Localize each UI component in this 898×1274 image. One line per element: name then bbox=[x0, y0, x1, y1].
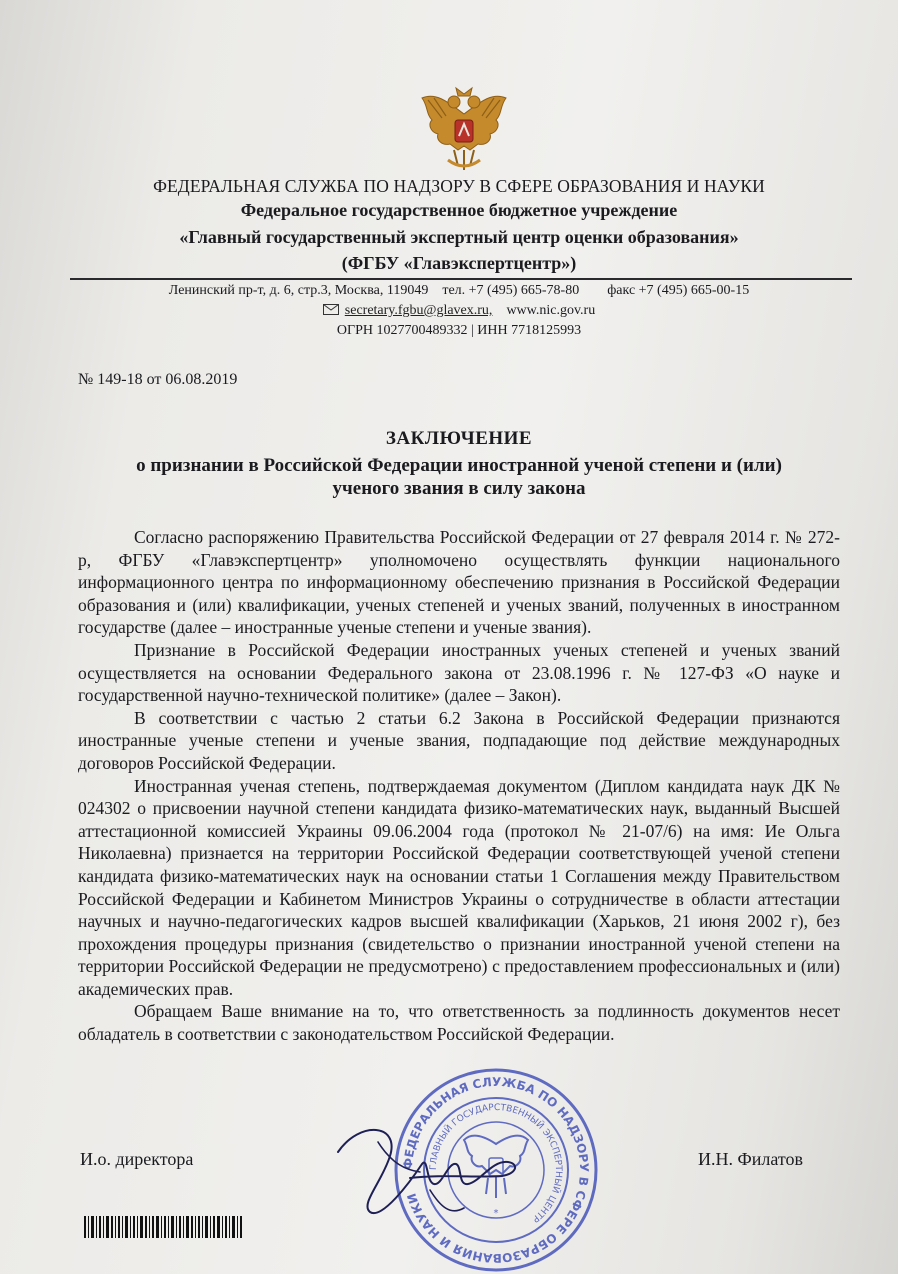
barcode bbox=[84, 1216, 242, 1238]
paragraph: Согласно распоряжению Правительства Российской Федерации от 27 февраля 2014 г. № 272-р, ФГБУ «Главэкспертцентр» уполномочено осуществлять функции национального информационного центра по информационному обеспечению признания в Российской Федерации образования и (или) квалификации, ученых степеней и ученых званий, полученных в иностранном государстве (далее – иностранные ученые степени и ученые звания). bbox=[78, 527, 840, 638]
institution-name: «Главный государственный экспертный центр оценки образования» bbox=[179, 227, 739, 247]
website-link[interactable]: www.nic.gov.ru bbox=[506, 303, 596, 318]
stamp-inner-text: ГЛАВНЫЙ ГОСУДАРСТВЕННЫЙ ЭКСПЕРТНЫЙ ЦЕНТР bbox=[428, 1102, 564, 1224]
email-link[interactable]: secretary.fgbu@glavex.ru, bbox=[344, 303, 493, 318]
institution-type: Федеральное государственное бюджетное учреждение bbox=[240, 200, 678, 220]
phone: тел. +7 (495) 665-78-80 bbox=[442, 283, 580, 298]
paragraph: Признание в Российской Федерации иностранных ученых степеней и ученых званий осуществляется на основании Федерального закона от 23.08.1996 г. № 127-ФЗ «О науке и государственной научно-технической политике» (далее – Закон). bbox=[78, 639, 840, 706]
document-number: № 149-18 от 06.08.2019 bbox=[78, 371, 238, 388]
envelope-icon bbox=[323, 304, 339, 315]
document-subtitle-line-1: о признании в Российской Федерации иностранной ученой степени и (или) bbox=[136, 455, 782, 476]
handwritten-signature bbox=[330, 1112, 530, 1232]
paragraph: В соответствии с частью 2 статьи 6.2 Закона в Российской Федерации признаются иностранные ученые степени и ученые звания, подпадающие под действие международных договоров Российской Федерации. bbox=[78, 707, 840, 773]
document-body bbox=[78, 526, 840, 1046]
paragraph: Иностранная ученая степень, подтверждаемая документом (Диплом кандидата наук ДК № 024302 о присвоении научной степени кандидата физико-математических наук, выданный Высшей аттестационной комиссией Украины 09.06.2004 года (протокол № 21-07/6) на имя: Ие Ольга Николаевна) признается на территории Российской Федерации соответствующей ученой степени кандидата физико-математических наук на основании статьи 1 Соглашения между Правительством Российской Федерации и Кабинетом Министров Украины о сотрудничестве в области аттестации научных и научно-педагогических кадров высшей квалификации (Харьков, 21 июня 2002 г), без прохождения процедуры признания (свидетельство о признании иностранной ученой степени на территории Российской Федерации не предусмотрено) с предоставлением профессиональных и (или) академических прав. bbox=[78, 775, 840, 999]
stamp-ring-text: ФЕДЕРАЛЬНАЯ СЛУЖБА ПО НАДЗОРУ В СФЕРЕ ОБРАЗОВАНИЯ И НАУКИ bbox=[400, 1074, 592, 1266]
registration-numbers: ОГРН 1027700489332 | ИНН 7718125993 bbox=[336, 323, 582, 338]
online-contact-line bbox=[60, 303, 858, 319]
document-title: ЗАКЛЮЧЕНИЕ bbox=[385, 428, 533, 449]
svg-text:*: * bbox=[493, 1208, 499, 1219]
paragraph: Обращаем Ваше внимание на то, что ответственность за подлинность документов несет обладатель в соответствии с законодательством Российской Федерации. bbox=[78, 1001, 840, 1045]
institution-short-name: (ФГБУ «Главэкспертцентр») bbox=[341, 253, 577, 273]
russian-coat-of-arms-icon bbox=[418, 84, 510, 174]
signatory-position: И.о. директора bbox=[80, 1149, 194, 1169]
fax: факс +7 (495) 665-00-15 bbox=[607, 283, 750, 298]
address: Ленинский пр-т, д. 6, стр.3, Москва, 119049 bbox=[168, 283, 429, 298]
contact-line bbox=[60, 283, 858, 299]
signatory-name: И.Н. Филатов bbox=[698, 1149, 803, 1169]
service-name: ФЕДЕРАЛЬНАЯ СЛУЖБА ПО НАДЗОРУ В СФЕРЕ ОБРАЗОВАНИЯ И НАУКИ bbox=[153, 176, 765, 196]
document-subtitle-line-2: ученого звания в силу закона bbox=[332, 478, 586, 499]
header-divider bbox=[70, 278, 852, 280]
